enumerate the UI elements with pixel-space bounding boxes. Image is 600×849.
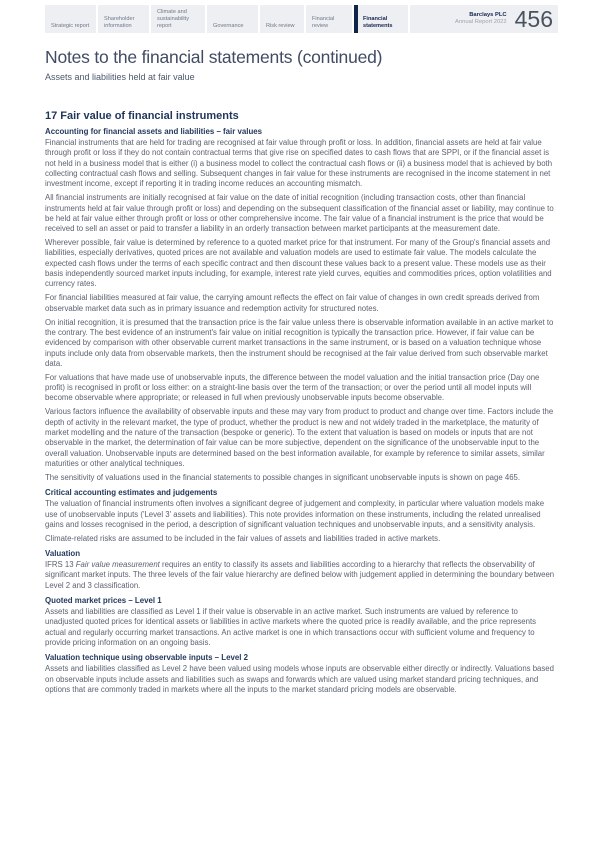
tab-label: Financial statements: [363, 16, 393, 30]
tab-label: Financial review: [312, 16, 335, 30]
page-subtitle: Assets and liabilities held at fair value: [45, 72, 195, 82]
tab-strategic-report[interactable]: [45, 5, 98, 33]
body-paragraph: On initial recognition, it is presumed that the transaction price is the fair value unless there is observable information available in an active market to the contrary. The best evidence of an instrument's fair value on initial recognition is typically the transaction price. However, if fair value can be evidenced by comparison with other observable current market transactions in the same instrument, or is based on a valuation technique whose inputs include only data from observable markets, then the instrument should be recognised at the fair value derived from such observable market data.: [45, 317, 554, 368]
tab-label: Governance: [213, 23, 244, 30]
brand-text: [455, 12, 507, 26]
body-paragraph: IFRS 13 Fair value measurement requires an entity to classify its assets and liabilities according to a hierarchy that reflects the observability of significant market inputs. The three levels of the fair value hierarchy are defined below with judgement applied in determining the boundary between Level 2 and 3 classification.: [45, 560, 555, 590]
tab-label: Risk review: [266, 23, 295, 30]
section-heading: Valuation: [45, 549, 81, 559]
body-paragraph: The valuation of financial instruments often involves a significant degree of judgement and complexity, in particular where valuation models make use of unobservable inputs ('Level 3' assets and liabilities). This note provides information on these instruments, including the related unrealised gains and losses recognised in the period, a description of significant valuation techniques and unobservable inputs, and a sensitivity analysis.: [45, 499, 545, 529]
report-tabbar: [45, 5, 558, 33]
section-heading: Quoted market prices – Level 1: [45, 596, 162, 606]
body-paragraph: Wherever possible, fair value is determined by reference to a quoted market price for that instrument. For many of the Group's financial assets and liabilities, especially derivatives, quoted prices are not available and valuation models are used to estimate fair value. The models calculate the expected cash flows under the terms of each specific contract and then discount these values back to a present value. These models use as their basis independently sourced market inputs including, for example, interest rate yield curves, equities and commodities prices, option volatilities and currency rates.: [45, 238, 552, 289]
tab-label: Climate and sustainability report: [157, 9, 190, 30]
tab-climate-and-sustainability-report[interactable]: [151, 5, 207, 33]
tab-shareholder-information[interactable]: [98, 5, 151, 33]
body-paragraph: Various factors influence the availability of observable inputs and these may vary from product to product and change over time. Factors include the depth of activity in the relevant market, the type of product, whether the product is new and not widely traded in the marketplace, the maturity of market modelling and the nature of the transaction (bespoke or generic). To the extent that valuation is based on models or inputs that are not observable in the market, the determination of fair value can be more subjective, dependent on the significance of the unobservable input to the overall valuation. Unobservable inputs are determined based on the best information available, for example by reference to similar assets, similar maturities or other analytical techniques.: [45, 407, 554, 468]
brand-cell: [410, 5, 558, 33]
brand-name: Barclays PLC: [469, 12, 507, 18]
body-paragraph: Financial instruments that are held for trading are recognised at fair value through profit or loss. In addition, financial assets are held at fair value through profit or loss if they do not contain contractual terms that give rise on specified dates to cash flows that are SPPI, or if the financial asset is not held in a business model that is either (i) a business model to collect the contractual cash flows or (ii) a business model that is achieved by both collecting contractual cash flows and selling. Subsequent changes in fair value for these instruments are recognised in the income statement in net investment income, except if reporting it in trading income reduces an accounting mismatch.: [45, 138, 553, 189]
tab-governance[interactable]: [207, 5, 260, 33]
body-paragraph: Assets and liabilities are classified as Level 1 if their value is observable in an active market. Such instruments are valued by reference to unadjusted quoted prices for identical assets or liabilities in active markets where the quoted price is readily available, and the price represents actual and regularly occurring market transactions. An active market is one in which transactions occur with sufficient volume and frequency to provide pricing information on an ongoing basis.: [45, 607, 537, 648]
tab-financial-statements[interactable]: [354, 5, 410, 33]
tab-financial-review[interactable]: [306, 5, 354, 33]
section-heading: Critical accounting estimates and judgements: [45, 488, 218, 498]
body-paragraph: Climate-related risks are assumed to be included in the fair values of assets and liabilities traded in active markets.: [45, 533, 441, 543]
body-paragraph: All financial instruments are initially recognised at fair value on the date of initial recognition (including transaction costs, other than financial instruments held at fair value through profit or loss) and depending on the subsequent classification of the financial asset or liability, may continue to be held at fair value either through profit or loss or other comprehensive income. The fair value of a financial instrument is the price that would be received to sell an asset or paid to transfer a liability in an orderly transaction between market participants at the measurement date.: [45, 193, 554, 234]
body-paragraph: Assets and liabilities classified as Level 2 have been valued using models whose inputs are observable either directly or indirectly. Valuations based on observable inputs include assets and liabilities such as swaps and forwards which are valued using market standard pricing techniques, and options that are commonly traded in markets where all the inputs to the market standard pricing models are observable.: [45, 664, 554, 695]
brand-report-year: Annual Report 2022: [455, 19, 507, 25]
section-heading: Valuation technique using observable inputs – Level 2: [45, 653, 249, 663]
body-paragraph: For valuations that have made use of unobservable inputs, the difference between the model valuation and the initial transaction price (Day one profit) is recognised in profit or loss either: on a straight-line basis over the term of the transaction; or over the period until all model inputs will become observable where appropriate; or released in full when previously unobservable inputs become observable.: [45, 372, 540, 403]
page-title: Notes to the financial statements (continued): [45, 47, 383, 67]
tab-label: Shareholder information: [104, 16, 135, 30]
body-paragraph: The sensitivity of valuations used in the financial statements to possible changes in significant unobservable inputs is shown on page 465.: [45, 472, 521, 482]
tab-label: Strategic report: [51, 23, 90, 30]
note-title: 17 Fair value of financial instruments: [45, 110, 239, 122]
page-number: 456: [514, 5, 553, 32]
section-heading: Accounting for financial assets and liabilities – fair values: [45, 127, 263, 136]
note-content: [45, 110, 558, 695]
body-paragraph: For financial liabilities measured at fair value, the carrying amount reflects the effect on fair value of changes in own credit spreads derived from observable market data such as in primary issuance and redemption activity for structured notes.: [45, 293, 540, 313]
tab-risk-review[interactable]: [260, 5, 306, 33]
